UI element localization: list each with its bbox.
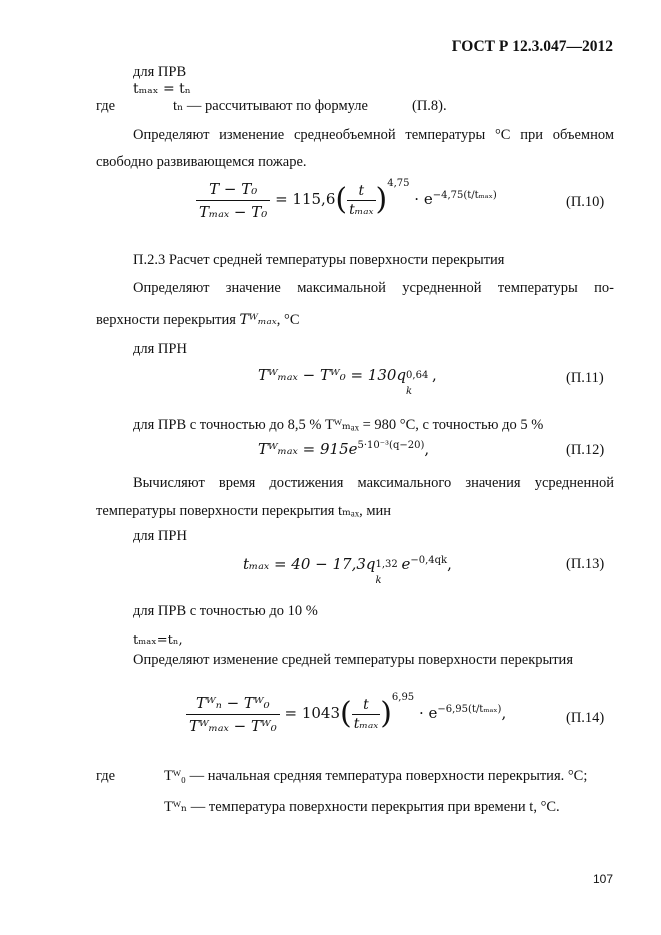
- paragraph-volume-temp-line2: свободно развивающемся пожаре.: [96, 154, 307, 170]
- paragraph-max-temp-line1: Определяют значение максимальной усредненной температуры по-: [133, 280, 614, 296]
- page-number: 107: [593, 872, 614, 886]
- definition-tw0: Tᵂ₀ — начальная средняя температура поверхности перекрытия. °С;: [164, 768, 588, 784]
- tw-max-symbol: Tᵂₘₐₓ: [239, 312, 277, 328]
- eq13-number: (П.13): [566, 556, 605, 572]
- tmax-equals-tn: tₘₐₓ = tₙ: [133, 81, 191, 97]
- where-label-2: где: [96, 768, 116, 784]
- document-code: ГОСТ Р 12.3.047—2012: [451, 38, 613, 55]
- where-label: где: [96, 98, 116, 114]
- eq10-number: (П.10): [566, 194, 605, 210]
- equation-p10: $\frac{\text{T − T₀}}{\text{Tₘₐₓ − T₀}}$ = 115,6( $\frac{t}{\text{tₘₐₓ}}$ )$^{4,75} \cdot e^{-4,75(t/t_{max})}$: [196, 178, 497, 221]
- paragraph-surface-temp: Определяют изменение средней температуры поверхности перекрытия: [133, 652, 573, 668]
- tn-definition: tₙ — рассчитывают по формуле: [173, 98, 368, 114]
- paragraph-time-max-line1: Вычисляют время достижения максимального значения усредненной: [133, 475, 614, 491]
- paragraph-time-max-line2: температуры поверхности перекрытия tₘₐₓ, мин: [96, 503, 392, 519]
- eq14-ratio: $\frac{t}{\text{tₘₐₓ}}$: [353, 696, 379, 732]
- paragraph-max-temp-line2: верхности перекрытия Tᵂₘₐₓ, °С: [96, 312, 300, 328]
- prn-label-2: для ПРН: [133, 528, 187, 544]
- tmax-equals-tn-2: tₘₐₓ=tₙ,: [133, 633, 183, 648]
- eq11-number: (П.11): [566, 370, 604, 386]
- equation-p13: tₘₐₓ = 40 − 17,3q 1,32 k $e^{-0,4qk}$,: [243, 555, 452, 586]
- eq14-number: (П.14): [566, 710, 605, 726]
- equation-p12: Tᵂₘₐₓ = $915e^{5\cdot 10^{-3}(q-20)}$,: [258, 440, 430, 458]
- prv-accuracy-8-5: для ПРВ с точностью до 8,5 % Tᵂₘₐₓ = 980 °С, с точностью до 5 %: [133, 417, 544, 433]
- eq10-lhs-fraction: $\frac{\text{T − T₀}}{\text{Tₘₐₓ − T₀}}$: [196, 180, 270, 221]
- equation-p14: $\frac{\text{Tᵂₙ − Tᵂ₀}}{\text{Tᵂₘₐₓ − Tᵂ₀}}$ = 1043( $\frac{t}{\text{tₘₐₓ}}$ )$^{6,95} \cdot e^{-6,95(t/t_{max})}$,: [186, 692, 506, 735]
- section-title: П.2.3 Расчет средней температуры поверхности перекрытия: [133, 252, 505, 268]
- equation-p11: Tᵂₘₐₓ − Tᵂ₀ = 130q 0,64 k ,: [258, 366, 437, 397]
- prn-label-1: для ПРН: [133, 341, 187, 357]
- tn-formula-ref: (П.8).: [412, 98, 447, 114]
- eq14-lhs-fraction: $\frac{\text{Tᵂₙ − Tᵂ₀}}{\text{Tᵂₘₐₓ − Tᵂ₀}}$: [186, 694, 280, 735]
- paragraph-volume-temp-line1: Определяют изменение среднеобъемной температуры °С при объемном: [133, 127, 614, 143]
- eq10-ratio: $\frac{t}{\text{tₘₐₓ}}$: [349, 182, 374, 218]
- definition-twn: Tᵂₙ — температура поверхности перекрытия при времени t, °С.: [164, 799, 560, 815]
- prv-label: для ПРВ: [133, 64, 187, 80]
- eq12-number: (П.12): [566, 442, 605, 458]
- prv-accuracy-10: для ПРВ с точностью до 10 %: [133, 603, 318, 619]
